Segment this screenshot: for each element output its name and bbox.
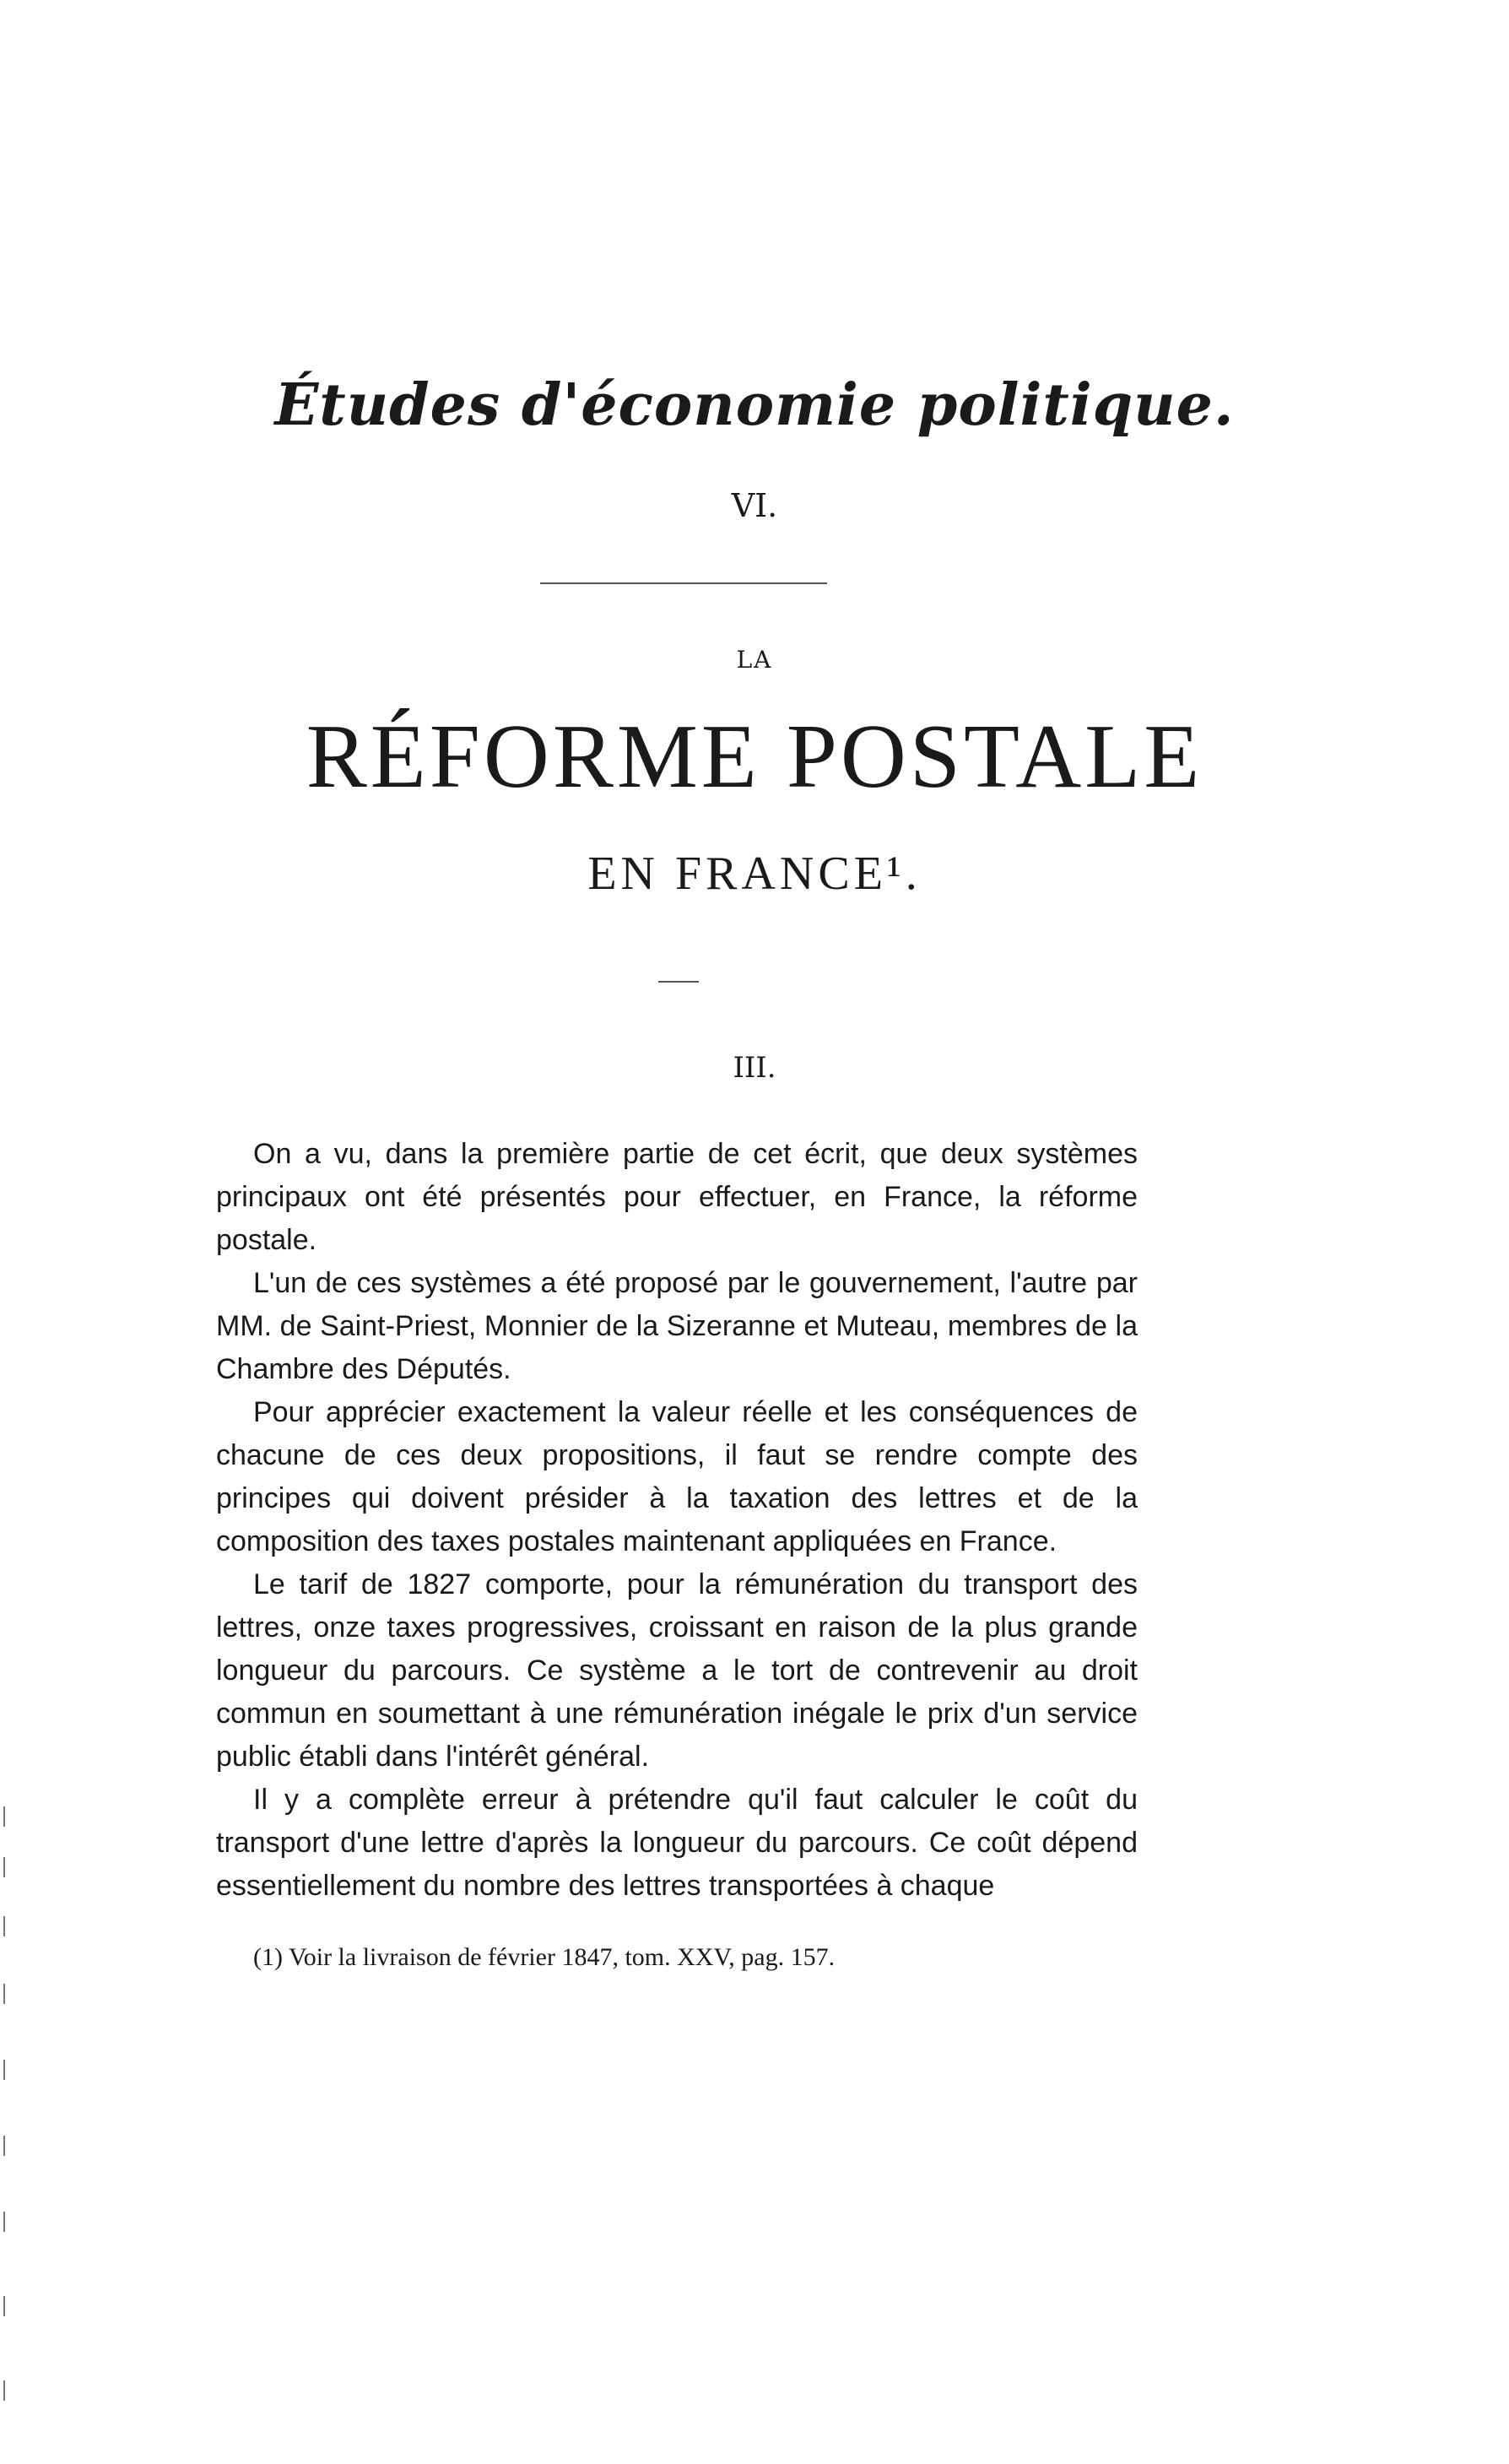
paragraph: L'un de ces systèmes a été proposé par le gouvernement, l'autre par MM. de Saint-Priest, Monnier de la Sizeranne et Muteau, membres de la Chambre des Députés. [216, 1267, 1138, 1385]
margin-mark [3, 1984, 5, 2004]
paragraph: Il y a complète erreur à prétendre qu'il faut calculer le coût du transport d'une lettre d'après la longueur du parcours. Ce coût dépend essentiellement du nombre des lettres transportées à chaque [216, 1784, 1138, 1902]
margin-mark [3, 2380, 5, 2401]
body-text [216, 1133, 1138, 1908]
footnote: (1) Voir la livraison de février 1847, tom. XXV, pag. 157. [253, 1943, 836, 1971]
title-divider [540, 582, 827, 584]
section-number: III. [733, 1051, 776, 1085]
margin-mark [3, 2212, 5, 2232]
paragraph: Pour apprécier exactement la valeur réelle et les conséquences de chacune de ces deux propositions, il faut se rendre compte des principes qui doivent présider à la taxation des lettres et de la composition des taxes postales maintenant appliquées en France. [216, 1396, 1138, 1557]
paragraph: On a vu, dans la première partie de cet écrit, que deux systèmes principaux ont été présentés pour effectuer, en France, la réforme postale. [216, 1138, 1138, 1256]
margin-mark [3, 2296, 5, 2316]
title-kicker: LA [736, 646, 773, 674]
margin-mark [3, 1916, 5, 1936]
margin-mark [3, 1806, 5, 1827]
margin-mark [3, 1857, 5, 1877]
subtitle: EN FRANCE¹. [587, 848, 922, 900]
series-title: Études d'économie politique. [274, 371, 1235, 439]
article-number: VI. [731, 487, 778, 524]
paragraph: Le tarif de 1827 comporte, pour la rémunération du transport des lettres, onze taxes progressives, croissant en raison de la plus grande longueur du parcours. Ce système a le tort de contrevenir au droit commun en soumettant à une rémunération inégale le prix d'un service public établi dans l'intérêt général. [216, 1568, 1138, 1773]
main-title: RÉFORME POSTALE [306, 707, 1203, 807]
margin-mark [3, 2136, 5, 2156]
margin-mark [3, 2060, 5, 2080]
section-divider [658, 981, 699, 983]
